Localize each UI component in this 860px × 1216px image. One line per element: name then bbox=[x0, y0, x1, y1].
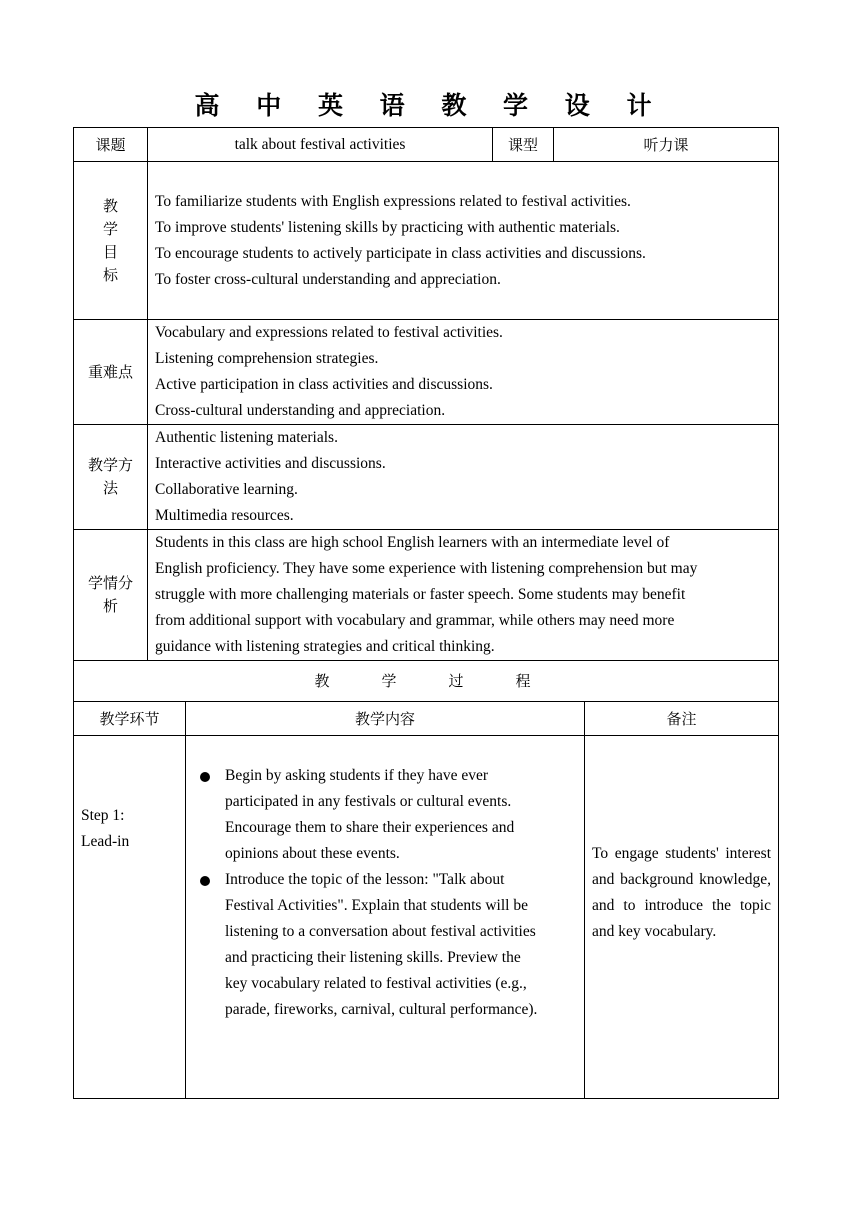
method-line: Interactive activities and discussions. bbox=[155, 455, 386, 472]
objectives-label: 教 学 目 标 bbox=[74, 162, 148, 320]
process-header-row bbox=[74, 702, 779, 736]
step-content bbox=[186, 736, 585, 1099]
analysis-line: from additional support with vocabulary and grammar, while others may need more bbox=[155, 612, 675, 629]
document-title: 高 中 英 语 教 学 设 计 bbox=[194, 91, 666, 120]
key-points-row bbox=[74, 320, 779, 425]
lesson-type-label: 课型 bbox=[493, 128, 554, 162]
key-point-line: Cross-cultural understanding and appreciation. bbox=[155, 402, 446, 419]
step-bullet-list bbox=[193, 763, 577, 1023]
lesson-type-value: 听力课 bbox=[554, 128, 779, 162]
method-line: Multimedia resources. bbox=[155, 507, 294, 524]
methods-row bbox=[74, 425, 779, 530]
analysis-row bbox=[74, 530, 779, 661]
key-point-line: Active participation in class activities and discussions. bbox=[155, 376, 493, 393]
methods-label: 教学方 法 bbox=[74, 425, 148, 530]
objective-line: To improve students' listening skills by practicing with authentic materials. bbox=[155, 218, 620, 236]
analysis-line: struggle with more challenging materials or faster speech. Some students may benefit bbox=[155, 586, 686, 603]
stage-column-header: 教学环节 bbox=[74, 702, 186, 736]
topic-value: talk about festival activities bbox=[148, 128, 493, 162]
methods-content bbox=[148, 425, 779, 530]
info-table bbox=[73, 127, 779, 702]
step-bullet: Introduce the topic of the lesson: "Talk about Festival Activities". Explain that students will be listening to a conversation about festival activities and practicing their listening skills. Preview the key vocabulary related to festival activities (e.g., parade, fireworks, carnival, cultural performance). bbox=[193, 867, 577, 1023]
objectives-row bbox=[74, 162, 779, 320]
topic-label: 课题 bbox=[74, 128, 148, 162]
bullet-icon bbox=[200, 876, 210, 886]
key-point-line: Listening comprehension strategies. bbox=[155, 350, 379, 367]
analysis-line: English proficiency. They have some experience with listening comprehension but may bbox=[155, 560, 698, 577]
method-line: Collaborative learning. bbox=[155, 481, 298, 498]
process-heading-row bbox=[74, 661, 779, 702]
topic-row bbox=[74, 128, 779, 162]
objective-line: To familiarize students with English expressions related to festival activities. bbox=[155, 192, 631, 210]
step-row bbox=[74, 736, 779, 1099]
analysis-line: Students in this class are high school English learners with an intermediate level of bbox=[155, 534, 670, 551]
key-point-line: Vocabulary and expressions related to festival activities. bbox=[155, 324, 503, 341]
key-points-content bbox=[148, 320, 779, 425]
objective-line: To foster cross-cultural understanding and appreciation. bbox=[155, 270, 501, 288]
objectives-content bbox=[148, 162, 779, 320]
process-table bbox=[73, 701, 779, 1099]
step-bullet: Begin by asking students if they have ever participated in any festivals or cultural events. Encourage them to share their experiences and opinions about these events. bbox=[193, 763, 577, 867]
method-line: Authentic listening materials. bbox=[155, 429, 338, 446]
analysis-line: guidance with listening strategies and critical thinking. bbox=[155, 638, 495, 655]
analysis-label: 学情分 析 bbox=[74, 530, 148, 661]
notes-column-header: 备注 bbox=[585, 702, 779, 736]
objective-line: To encourage students to actively participate in class activities and discussions. bbox=[155, 244, 646, 262]
content-column-header: 教学内容 bbox=[186, 702, 585, 736]
step-notes: To engage students' interest and background knowledge, and to introduce the topic and key vocabulary. bbox=[585, 736, 779, 1099]
key-points-label: 重难点 bbox=[74, 320, 148, 425]
lesson-plan-table bbox=[73, 127, 778, 1099]
process-heading: 教学过程 bbox=[74, 661, 779, 702]
bullet-icon bbox=[200, 772, 210, 782]
analysis-content bbox=[148, 530, 779, 661]
step-stage: Step 1: Lead-in bbox=[74, 736, 186, 1099]
